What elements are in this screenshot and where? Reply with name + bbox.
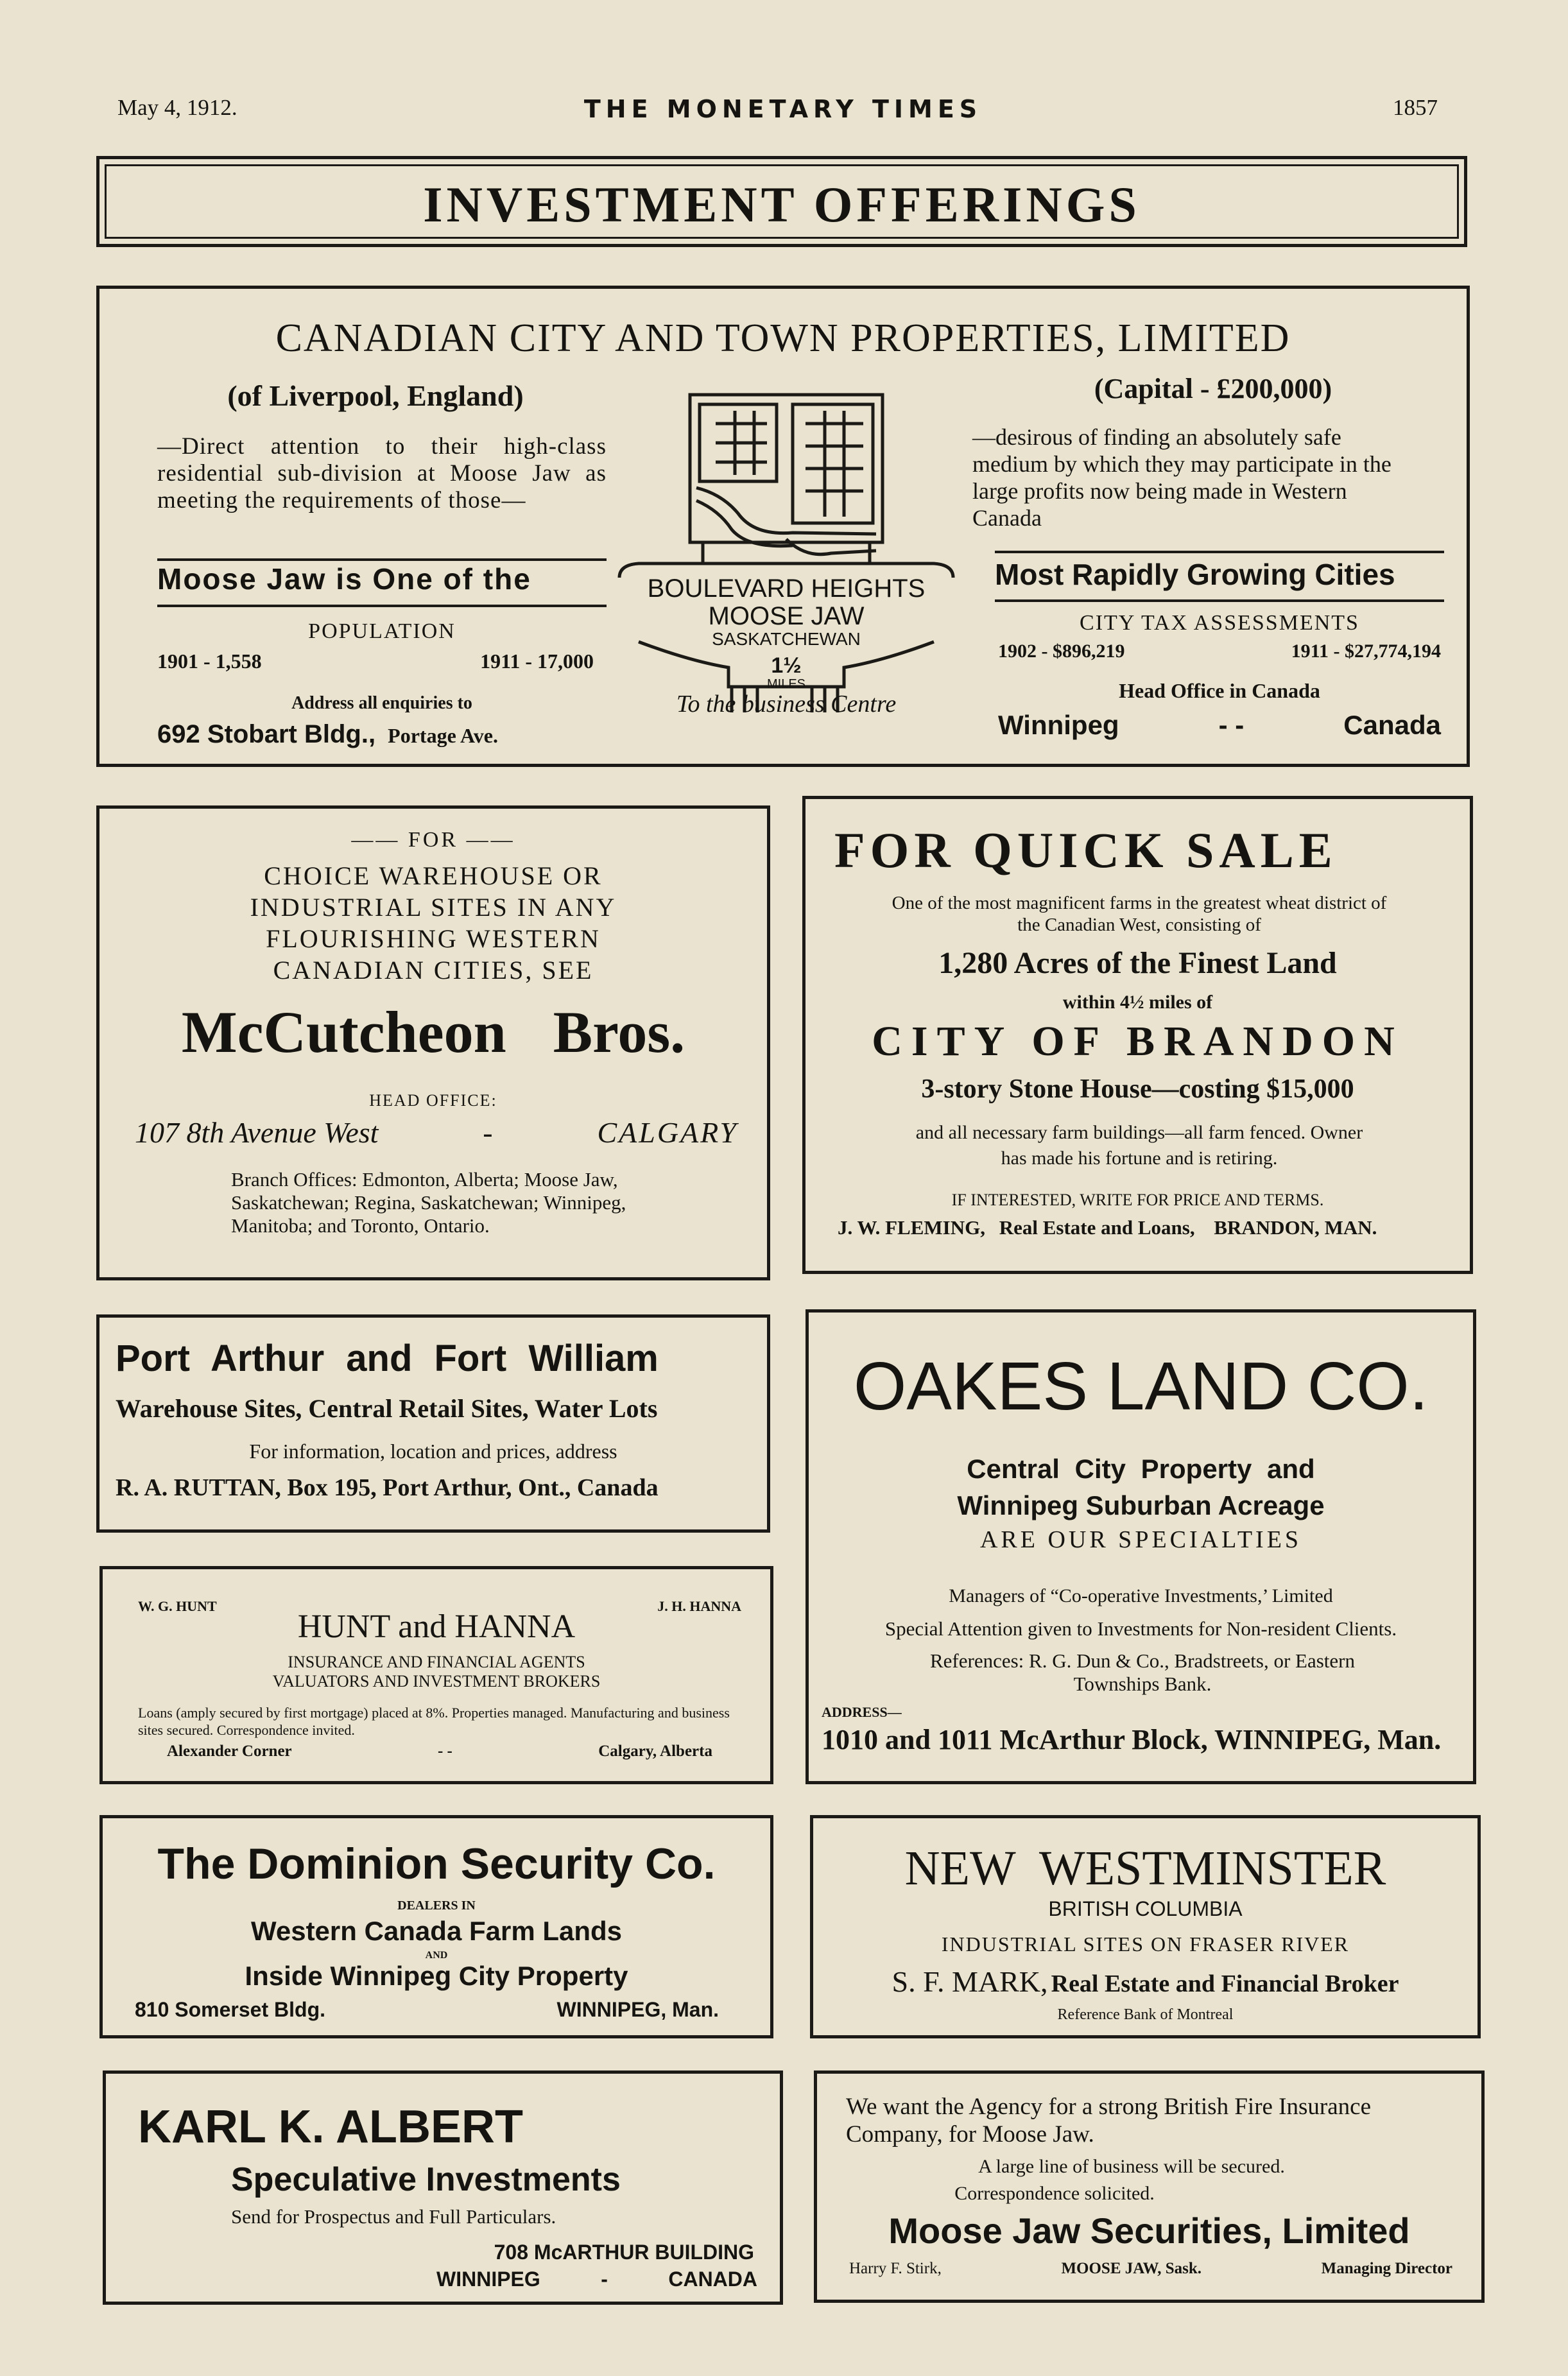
agent-role: Real Estate and Loans, — [999, 1216, 1195, 1239]
for-lines — [99, 860, 767, 986]
head-sep: - — [483, 1116, 493, 1149]
head-country: Canada — [1343, 710, 1441, 740]
moose-signature-row — [849, 2260, 1452, 2278]
ad-port-arthur — [96, 1314, 770, 1533]
dominion-line-1: Western Canada Farm Lands — [250, 1916, 623, 1946]
moose-person: Harry F. Stirk, — [849, 2260, 942, 2277]
page-number: 1857 — [1393, 95, 1438, 120]
hunt-sub-2: VALUATORS AND INVESTMENT BROKERS — [272, 1672, 601, 1691]
address-street: Portage Ave. — [388, 724, 498, 747]
oakes-address: 1010 and 1011 McArthur Block, WINNIPEG, Man. — [822, 1724, 1442, 1755]
ad-quick-sale — [802, 796, 1473, 1274]
karl-sep: - — [601, 2268, 608, 2291]
acres-line: 1,280 Acres of the Finest Land — [938, 946, 1337, 980]
moose-role: Managing Director — [1321, 2260, 1452, 2277]
address-row — [157, 720, 619, 749]
slogan-right: Most Rapidly Growing Cities — [995, 558, 1395, 591]
hunt-address-row — [167, 1743, 712, 1760]
moose-company-name: Moose Jaw Securities, Limited — [888, 2210, 1410, 2251]
specialty-line-2: Winnipeg Suburban Acreage — [957, 1490, 1325, 1520]
logo-miles: MILES — [766, 677, 806, 691]
population-label: POPULATION — [308, 619, 456, 643]
moose-city: MOOSE JAW, Sask. — [1061, 2260, 1202, 2277]
and-label: AND — [425, 1950, 448, 1961]
tax-1902: 1902 - $896,219 — [998, 641, 1125, 662]
dominion-title: The Dominion Security Co. — [157, 1839, 716, 1888]
section-banner — [96, 156, 1467, 247]
population-1901: 1901 - 1,558 — [157, 650, 262, 673]
within-line: within 4½ miles of — [1062, 992, 1213, 1013]
oakes-title: OAKES LAND CO. — [853, 1348, 1429, 1424]
logo-distance: 1½ — [771, 653, 802, 678]
ad-new-westminster — [810, 1815, 1481, 2038]
logo-line-2: MOOSE JAW — [708, 602, 865, 630]
karl-send: Send for Prospectus and Full Particulars. — [231, 2205, 556, 2228]
partner-right: J. H. HANNA — [657, 1598, 741, 1614]
desire-text: —desirous of finding an absolutely safe medium by which they may participate in the large profits now being made in Western Canada — [972, 424, 1391, 531]
hunt-address-right: Calgary, Alberta — [598, 1743, 712, 1760]
hunt-title: HUNT and HANNA — [297, 1608, 576, 1645]
broker-row — [813, 1965, 1478, 1999]
head-city: CALGARY — [597, 1116, 738, 1149]
farm-details: and all necessary farm buildings—all farm fenced. Owner has made his fortune and is retiring. — [915, 1122, 1363, 1169]
boulevard-heights-logo — [600, 385, 972, 745]
hunt-sub-1: INSURANCE AND FINANCIAL AGENTS — [288, 1653, 585, 1671]
logo-line-3: SASKATCHEWAN — [712, 629, 861, 649]
specialty-line-3: ARE OUR SPECIALTIES — [979, 1526, 1302, 1553]
quick-sale-title: FOR QUICK SALE — [834, 822, 1338, 878]
city-brandon: CITY OF BRANDON — [872, 1018, 1404, 1065]
karl-tagline: Speculative Investments — [231, 2161, 621, 2198]
dominion-line-2: Inside Winnipeg City Property — [245, 1961, 628, 1991]
westminster-title: NEW WESTMINSTER — [904, 1841, 1386, 1895]
page-date: May 4, 1912. — [117, 95, 237, 120]
section-title: INVESTMENT OFFERINGS — [423, 176, 1141, 232]
hunt-address-sep: - - — [437, 1743, 452, 1760]
agent-name: J. W. FLEMING, — [838, 1216, 985, 1239]
ad-moose-jaw-securities — [814, 2070, 1485, 2303]
reference-line: Reference Bank of Montreal — [1057, 2006, 1234, 2023]
ruttan-address: R. A. RUTTAN, Box 195, Port Arthur, Ont., Canada — [116, 1474, 659, 1501]
branch-offices: Branch Offices: Edmonton, Alberta; Moose Jaw, Saskatchewan; Regina, Saskatchewan; Winnipeg, Manitoba; and Toronto, Ontario. — [231, 1168, 626, 1237]
head-office-row — [135, 1115, 738, 1149]
port-arthur-title: Port Arthur and Fort William — [116, 1338, 659, 1379]
dominion-address-left: 810 Somerset Bldg. — [135, 1998, 325, 2021]
tax-label: CITY TAX ASSESSMENTS — [1080, 611, 1359, 635]
info-line: For information, location and prices, address — [249, 1440, 617, 1463]
managers-line: Managers of “Co-operative Investments,’ Limited — [949, 1585, 1333, 1606]
for-line: CHOICE WAREHOUSE OR — [264, 861, 603, 890]
broker-name: S. F. MARK, — [892, 1965, 1048, 1998]
head-sep: - - — [1218, 710, 1245, 740]
karl-address-1: 708 McARTHUR BUILDING — [494, 2241, 754, 2264]
ad-title: CANADIAN CITY AND TOWN PROPERTIES, LIMITED — [275, 316, 1291, 360]
hunt-address-left: Alexander Corner — [167, 1743, 292, 1760]
karl-name: KARL K. ALBERT — [138, 2101, 523, 2153]
head-office-row — [998, 710, 1441, 741]
ad-canadian-city-properties — [96, 286, 1470, 767]
company-name: McCutcheon Bros. — [181, 999, 685, 1065]
intro-text: —Direct attention to their high-class residential sub-division at Moose Jaw as meeting the requirements of those— — [157, 433, 607, 513]
ad-mccutcheon-bros — [96, 805, 770, 1280]
head-office-label: Head Office in Canada — [1119, 679, 1320, 702]
logo-line-1: BOULEVARD HEIGHTS — [647, 574, 926, 603]
for-line: FLOURISHING WESTERN — [266, 924, 601, 953]
ad-hunt-and-hanna — [99, 1566, 773, 1784]
tax-row — [998, 641, 1441, 662]
head-office-label: HEAD OFFICE: — [369, 1091, 497, 1110]
moose-line-2: Correspondence solicited. — [954, 2183, 1155, 2204]
for-line: INDUSTRIAL SITES IN ANY — [250, 893, 617, 922]
head-city: Winnipeg — [998, 710, 1119, 740]
slogan-left: Moose Jaw is One of the — [157, 562, 531, 596]
ad-oakes-land — [806, 1309, 1476, 1784]
agent-city: BRANDON, MAN. — [1214, 1216, 1377, 1239]
head-street: 107 8th Avenue West — [135, 1116, 379, 1149]
broker-role: Real Estate and Financial Broker — [1051, 1970, 1399, 1997]
logo-caption: To the business Centre — [676, 691, 897, 718]
interested-line: IF INTERESTED, WRITE FOR PRICE AND TERMS. — [951, 1191, 1324, 1209]
address-building: 692 Stobart Bldg., — [157, 720, 376, 748]
karl-city: WINNIPEG — [436, 2268, 540, 2291]
sites-line: Warehouse Sites, Central Retail Sites, Water Lots — [116, 1394, 658, 1423]
industrial-line: INDUSTRIAL SITES ON FRASER RIVER — [941, 1933, 1350, 1956]
references-line: References: R. G. Dun & Co., Bradstreets, or Eastern Townships Bank. — [929, 1649, 1356, 1695]
karl-country: CANADA — [668, 2268, 757, 2291]
dealers-label: DEALERS IN — [397, 1898, 476, 1913]
ad-dominion-security — [99, 1815, 773, 2038]
dominion-address-row — [135, 1998, 719, 2022]
tax-1911: 1911 - $27,774,194 — [1291, 641, 1441, 662]
farm-description: One of the most magnificent farms in the greatest wheat district of the Canadian West, consisting of — [892, 893, 1387, 935]
specialty-line-1: Central City Property and — [967, 1454, 1315, 1484]
address-label: ADDRESS— — [822, 1704, 902, 1720]
agency-wanted: We want the Agency for a strong British Fire Insurance Company, for Moose Jaw. — [846, 2094, 1371, 2148]
for-label: —— FOR —— — [351, 828, 515, 852]
for-line: CANADIAN CITIES, SEE — [273, 956, 594, 985]
partner-left: W. G. HUNT — [138, 1598, 217, 1614]
karl-address-row — [436, 2268, 757, 2291]
agent-row — [838, 1216, 1454, 1239]
ad-karl-albert — [103, 2070, 783, 2305]
capital: (Capital - £200,000) — [1094, 373, 1332, 404]
population-1911: 1911 - 17,000 — [480, 650, 594, 673]
moose-line-1: A large line of business will be secured. — [978, 2156, 1285, 2177]
house-line: 3-story Stone House—costing $15,000 — [921, 1074, 1354, 1104]
journal-title: THE MONETARY TIMES — [583, 95, 983, 123]
address-label: Address all enquiries to — [291, 693, 472, 713]
dominion-address-right: WINNIPEG, Man. — [556, 1998, 719, 2021]
loans-text: Loans (amply secured by first mortgage) placed at 8%. Properties managed. Manufacturing and business sites secured. Correspondence invited. — [138, 1705, 730, 1738]
company-origin: (of Liverpool, England) — [227, 379, 524, 412]
province-label: BRITISH COLUMBIA — [1048, 1897, 1243, 1920]
population-row — [157, 650, 594, 673]
special-attention-line: Special Attention given to Investments for Non-resident Clients. — [884, 1617, 1397, 1640]
